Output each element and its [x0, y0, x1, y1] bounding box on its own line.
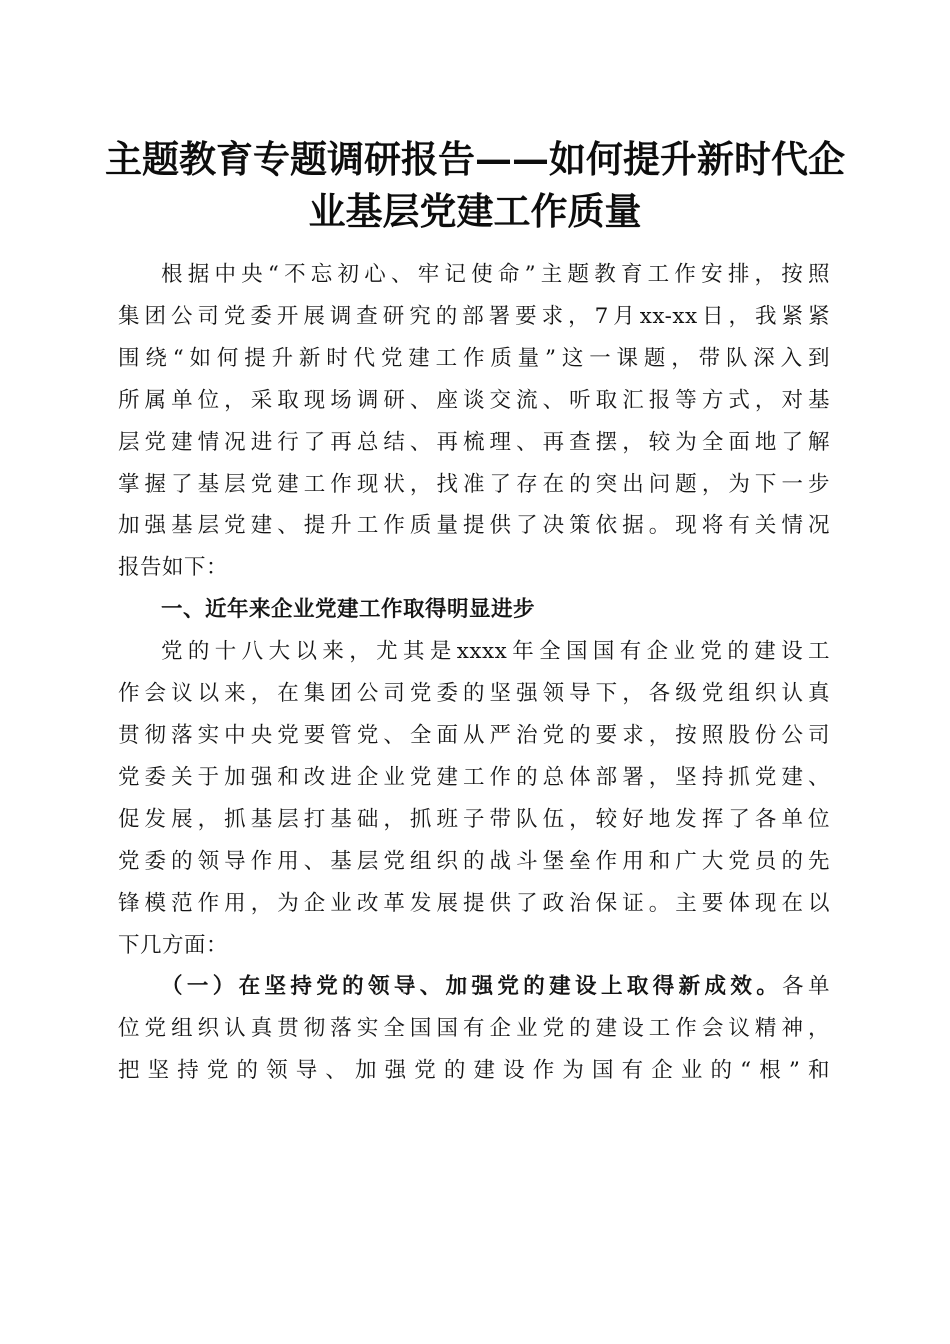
text-line: 下几方面：	[118, 932, 229, 958]
text-line: 位党组织认真贯彻落实全国国有企业党的建设工作会议精神，	[118, 1016, 830, 1042]
section-heading	[118, 589, 830, 631]
text-line: 把坚持党的领导、加强党的建设作为国有企业的“根”和	[118, 1058, 830, 1084]
document-body	[118, 254, 830, 1092]
text-line: 围绕“如何提升新时代党建工作质量”这一课题，带队深入到	[118, 345, 830, 371]
text-line: 根据中央“不忘初心、牢记使命”主题教育工作安排，按照	[161, 262, 830, 287]
document-title	[100, 133, 850, 237]
section-1-paragraph	[118, 631, 830, 966]
text-line: 报告如下：	[118, 555, 229, 581]
text-line: 党的十八大以来，尤其是xxxx年全国国有企业党的建设工	[161, 639, 830, 665]
subsection-1-heading: （一）在坚持党的领导、加强党的建设上取得新成效。	[161, 974, 783, 1000]
text-line: 掌握了基层党建工作现状，找准了存在的突出问题，为下一步	[118, 471, 830, 497]
text-line: 锋模范作用，为企业改革发展提供了政治保证。主要体现在以	[118, 890, 830, 916]
text-line: 作会议以来，在集团公司党委的坚强领导下，各级党组织认真	[118, 681, 830, 707]
subsection-1-paragraph	[118, 966, 830, 1092]
text-line: 所属单位，采取现场调研、座谈交流、听取汇报等方式，对基	[118, 387, 830, 413]
text-line: 贯彻落实中央党要管党、全面从严治党的要求，按照股份公司	[118, 722, 830, 748]
subsection-1-text: 各单	[782, 974, 830, 1000]
text-line: 集团公司党委开展调查研究的部署要求，7月xx-xx日，我紧紧	[118, 303, 830, 329]
title-line: 业基层党建工作质量	[308, 189, 642, 233]
text-line: 层党建情况进行了再总结、再梳理、再查摆，较为全面地了解	[118, 429, 830, 455]
section-1-heading: 一、近年来企业党建工作取得明显进步	[161, 597, 536, 623]
title-line: 主题教育专题调研报告——如何提升新时代企	[105, 137, 845, 181]
text-line: 党委关于加强和改进企业党建工作的总体部署，坚持抓党建、	[118, 764, 830, 790]
intro-paragraph	[118, 254, 830, 589]
text-line: 加强基层党建、提升工作质量提供了决策依据。现将有关情况	[118, 513, 830, 539]
text-line: 党委的领导作用、基层党组织的战斗堡垒作用和广大党员的先	[118, 848, 830, 874]
text-line: 促发展，抓基层打基础，抓班子带队伍，较好地发挥了各单位	[118, 806, 830, 832]
text-line	[118, 966, 830, 1008]
